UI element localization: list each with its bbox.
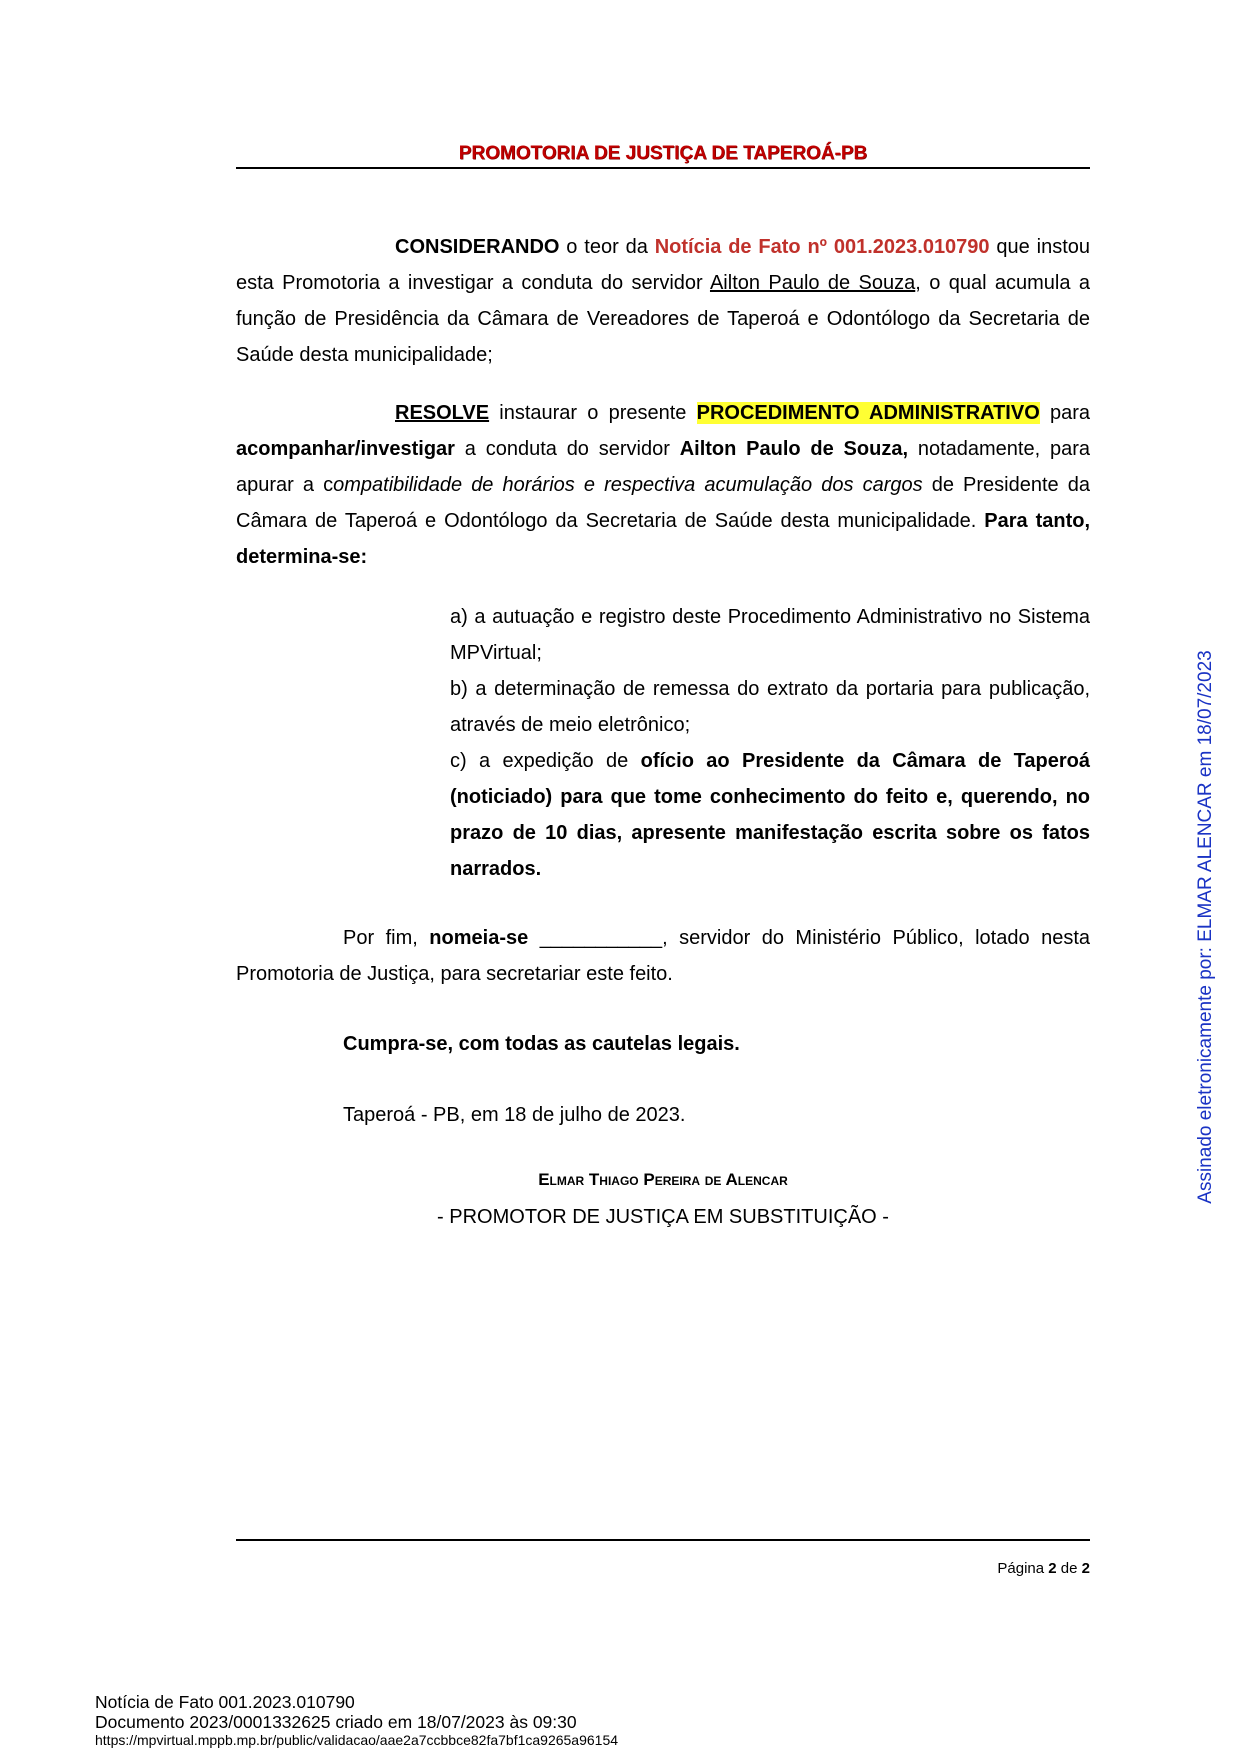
document-footer <box>95 1692 618 1748</box>
list-item: c) a expedição de ofício ao Presidente da Câmara de Taperoá (noticiado) para que tome conhecimento do feito e, querendo, no prazo de 10 dias, apresente manifestação escrita sobre os fatos narrados. <box>450 750 1091 880</box>
considerando-paragraph: CONSIDERANDO o teor da Notícia de Fato nº 001.2023.010790 que instou esta Promotoria a investigar a conduta do servidor Ailton Paulo de Souza, o qual acumula a função de Presidência da Câmara de Vereadores de Taperoá e Odontólogo da Secretaria de Saúde desta municipalidade; <box>236 236 1091 366</box>
resolve-lead: RESOLVE <box>395 402 490 424</box>
list-item: a) a autuação e registro deste Procedimento Administrativo no Sistema MPVirtual; <box>450 606 1090 664</box>
page-number: Página 2 de 2 <box>997 1560 1090 1577</box>
electronic-signature-stamp: Assinado eletronicamente por: ELMAR ALENCAR em 18/07/2023 <box>1195 650 1216 1204</box>
signatory-name: Elmar Thiago Pereira de Alencar <box>538 1170 788 1189</box>
validation-url[interactable]: https://mpvirtual.mppb.mp.br/public/validacao/aae2a7ccbbce82fa7bf1ca9265a96154 <box>95 1732 619 1748</box>
page-header-title: PROMOTORIA DE JUSTIÇA DE TAPEROÁ-PB <box>458 143 868 164</box>
noticia-reference: Notícia de Fato nº 001.2023.010790 <box>654 236 990 258</box>
footer-document-id: Documento 2023/0001332625 criado em 18/07/2023 às 09:30 <box>95 1712 577 1732</box>
signatory-role: - PROMOTOR DE JUSTIÇA EM SUBSTITUIÇÃO - <box>437 1206 889 1228</box>
list-item: b) a determinação de remessa do extrato da portaria para publicação, através de meio eletrônico; <box>450 678 1090 736</box>
cumpra-line: Cumpra-se, com todas as cautelas legais. <box>343 1033 740 1055</box>
nomeia-paragraph: Por fim, nomeia-se ___________, servidor do Ministério Público, lotado nesta Promotoria de Justiça, para secretariar este feito. <box>236 927 1090 985</box>
considerando-lead: CONSIDERANDO <box>395 236 560 258</box>
resolve-paragraph: RESOLVE instaurar o presente PROCEDIMENTO ADMINISTRATIVO para acompanhar/investigar a conduta do servidor Ailton Paulo de Souza, notadamente, para apurar a compatibilidade de horários e respectiva acumulação dos cargos de Presidente da Câmara de Taperoá e Odontólogo da Secretaria de Saúde desta municipalidade. Para tanto, determina-se: <box>236 402 1091 568</box>
procedimento-highlight: PROCEDIMENTO ADMINISTRATIVO <box>696 402 1040 424</box>
footer-divider <box>236 1539 1090 1541</box>
header-divider <box>236 167 1090 169</box>
footer-reference: Notícia de Fato 001.2023.010790 <box>95 1692 355 1712</box>
servidor-name: Ailton Paulo de Souza <box>709 272 916 294</box>
determinations-list <box>450 599 1090 887</box>
place-date: Taperoá - PB, em 18 de julho de 2023. <box>343 1104 686 1126</box>
